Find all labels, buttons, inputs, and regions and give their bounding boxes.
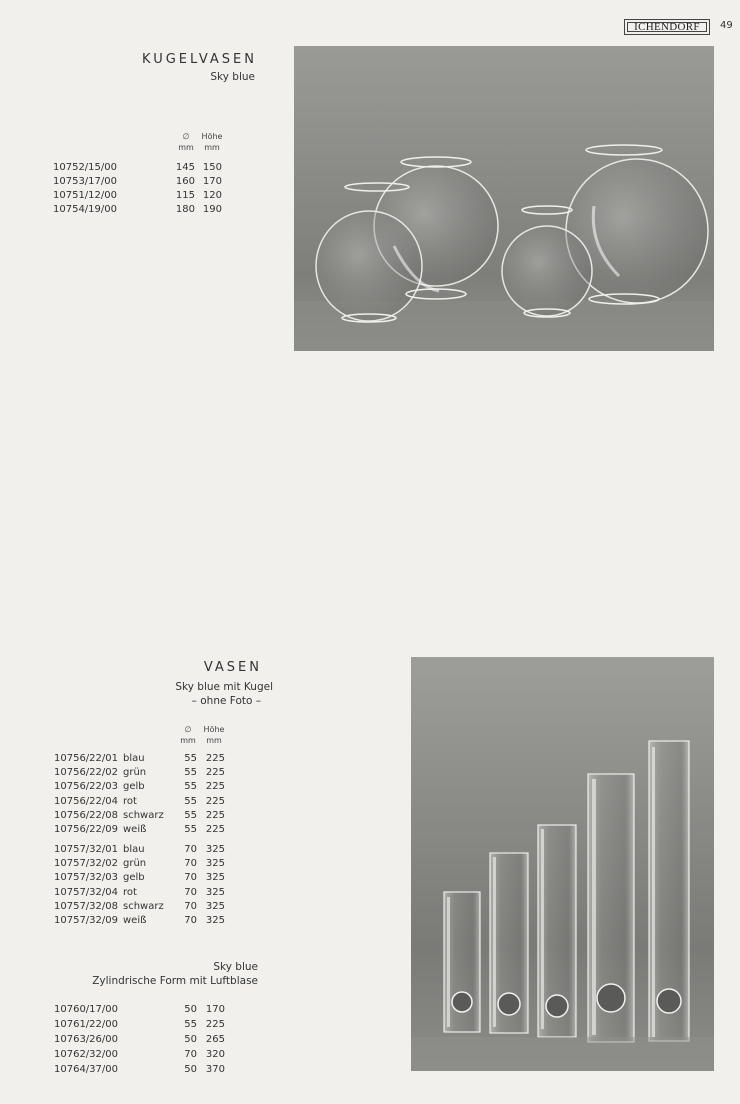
section3-subtitle-1: Sky blue bbox=[213, 961, 258, 973]
color-label: blau bbox=[123, 844, 145, 855]
diameter-value: 180 bbox=[175, 204, 195, 215]
section-title-kugelvasen: KUGELVASEN bbox=[142, 52, 257, 67]
height-value: 325 bbox=[205, 900, 225, 912]
height-value: 225 bbox=[205, 824, 225, 835]
product-code: 10756/22/09 bbox=[54, 824, 118, 835]
product-code: 10757/32/03 bbox=[54, 872, 118, 884]
color-label: rot bbox=[123, 795, 137, 807]
product-code: 10763/26/00 bbox=[54, 1034, 118, 1045]
color-label: grün bbox=[123, 858, 147, 870]
height-value: 325 bbox=[205, 886, 225, 898]
height-header: Höhe mm bbox=[203, 725, 225, 745]
section-subtitle: Sky blue bbox=[210, 71, 255, 83]
product-code: 10753/17/00 bbox=[53, 176, 117, 187]
product-code: 10757/32/01 bbox=[54, 844, 118, 855]
diameter-value: 70 bbox=[184, 872, 197, 884]
diameter-value: 115 bbox=[175, 190, 195, 201]
photo-kugelvasen bbox=[294, 46, 714, 351]
table-row bbox=[54, 1063, 254, 1077]
product-code: 10756/22/03 bbox=[54, 781, 118, 793]
diameter-value: 55 bbox=[184, 795, 197, 807]
color-label: schwarz bbox=[123, 900, 164, 912]
height-value: 325 bbox=[205, 844, 225, 855]
table-row bbox=[54, 857, 254, 871]
table-row bbox=[53, 189, 253, 203]
table-row bbox=[53, 203, 253, 217]
diameter-value: 70 bbox=[184, 1049, 197, 1060]
product-code: 10756/22/04 bbox=[54, 795, 118, 807]
vase-photo-illustration bbox=[411, 657, 714, 1071]
height-value: 170 bbox=[205, 1004, 225, 1015]
height-value: 170 bbox=[202, 176, 222, 187]
diameter-value: 55 bbox=[184, 753, 197, 764]
color-label: grün bbox=[123, 767, 147, 779]
diameter-value: 50 bbox=[184, 1004, 197, 1015]
vase-photo-illustration bbox=[294, 46, 714, 351]
product-code: 10764/37/00 bbox=[54, 1064, 118, 1075]
color-label: weiß bbox=[123, 824, 147, 835]
diameter-header: ∅ mm bbox=[178, 132, 194, 152]
diameter-value: 55 bbox=[184, 781, 197, 793]
product-code: 10762/32/00 bbox=[54, 1049, 118, 1060]
height-value: 325 bbox=[205, 915, 225, 926]
product-code: 10757/32/02 bbox=[54, 858, 118, 870]
height-value: 225 bbox=[205, 809, 225, 821]
diameter-value: 70 bbox=[184, 900, 197, 912]
product-code: 10756/22/01 bbox=[54, 753, 118, 764]
product-code: 10752/15/00 bbox=[53, 162, 117, 173]
diameter-value: 145 bbox=[175, 162, 195, 173]
color-label: schwarz bbox=[123, 809, 164, 821]
height-value: 120 bbox=[202, 190, 222, 201]
table-row bbox=[54, 871, 254, 885]
diameter-value: 55 bbox=[184, 767, 197, 779]
height-value: 190 bbox=[202, 204, 222, 215]
product-code: 10757/32/09 bbox=[54, 915, 118, 926]
table-row bbox=[53, 161, 253, 175]
product-code: 10761/22/00 bbox=[54, 1019, 118, 1030]
section3-subtitle-2: Zylindrische Form mit Luftblase bbox=[92, 975, 258, 987]
diameter-value: 160 bbox=[175, 176, 195, 187]
brand-label: ICHENDORF bbox=[624, 19, 710, 35]
height-header: Höhe mm bbox=[201, 132, 223, 152]
product-code: 10756/22/08 bbox=[54, 809, 118, 821]
table-row bbox=[54, 1018, 254, 1032]
diameter-value: 70 bbox=[184, 886, 197, 898]
product-code: 10751/12/00 bbox=[53, 190, 117, 201]
table-row bbox=[54, 809, 254, 823]
color-label: rot bbox=[123, 886, 137, 898]
table-row bbox=[54, 1048, 254, 1062]
table-row bbox=[54, 795, 254, 809]
table-row bbox=[54, 843, 254, 857]
table-row bbox=[54, 1003, 254, 1017]
product-code: 10757/32/08 bbox=[54, 900, 118, 912]
section-subtitle-1: Sky blue mit Kugel bbox=[175, 681, 273, 693]
height-value: 225 bbox=[205, 1019, 225, 1030]
color-label: gelb bbox=[123, 872, 145, 884]
table-row bbox=[54, 766, 254, 780]
table-row bbox=[54, 823, 254, 837]
diameter-value: 55 bbox=[184, 809, 197, 821]
height-value: 225 bbox=[205, 753, 225, 764]
diameter-value: 70 bbox=[184, 858, 197, 870]
height-value: 320 bbox=[205, 1049, 225, 1060]
diameter-value: 50 bbox=[184, 1064, 197, 1075]
diameter-value: 50 bbox=[184, 1034, 197, 1045]
height-value: 370 bbox=[205, 1064, 225, 1075]
height-value: 225 bbox=[205, 767, 225, 779]
product-code: 10760/17/00 bbox=[54, 1004, 118, 1015]
height-value: 225 bbox=[205, 781, 225, 793]
diameter-value: 55 bbox=[184, 1019, 197, 1030]
diameter-value: 55 bbox=[184, 824, 197, 835]
photo-zylindervasen bbox=[411, 657, 714, 1071]
height-value: 265 bbox=[205, 1034, 225, 1045]
section-subtitle-2: – ohne Foto – bbox=[191, 695, 261, 707]
section-title-vasen: VASEN bbox=[203, 660, 262, 675]
table-row bbox=[54, 780, 254, 794]
page-number: 49 bbox=[720, 20, 733, 31]
color-label: weiß bbox=[123, 915, 147, 926]
height-value: 225 bbox=[205, 795, 225, 807]
table-row bbox=[54, 886, 254, 900]
product-code: 10757/32/04 bbox=[54, 886, 118, 898]
height-value: 325 bbox=[205, 872, 225, 884]
diameter-value: 70 bbox=[184, 844, 197, 855]
diameter-header: ∅ mm bbox=[180, 725, 196, 745]
table-row bbox=[54, 900, 254, 914]
table-row bbox=[54, 1033, 254, 1047]
height-value: 150 bbox=[202, 162, 222, 173]
table-row bbox=[54, 914, 254, 928]
color-label: blau bbox=[123, 753, 145, 764]
height-value: 325 bbox=[205, 858, 225, 870]
color-label: gelb bbox=[123, 781, 145, 793]
diameter-value: 70 bbox=[184, 915, 197, 926]
table-row bbox=[54, 752, 254, 766]
product-code: 10756/22/02 bbox=[54, 767, 118, 779]
product-code: 10754/19/00 bbox=[53, 204, 117, 215]
table-row bbox=[53, 175, 253, 189]
